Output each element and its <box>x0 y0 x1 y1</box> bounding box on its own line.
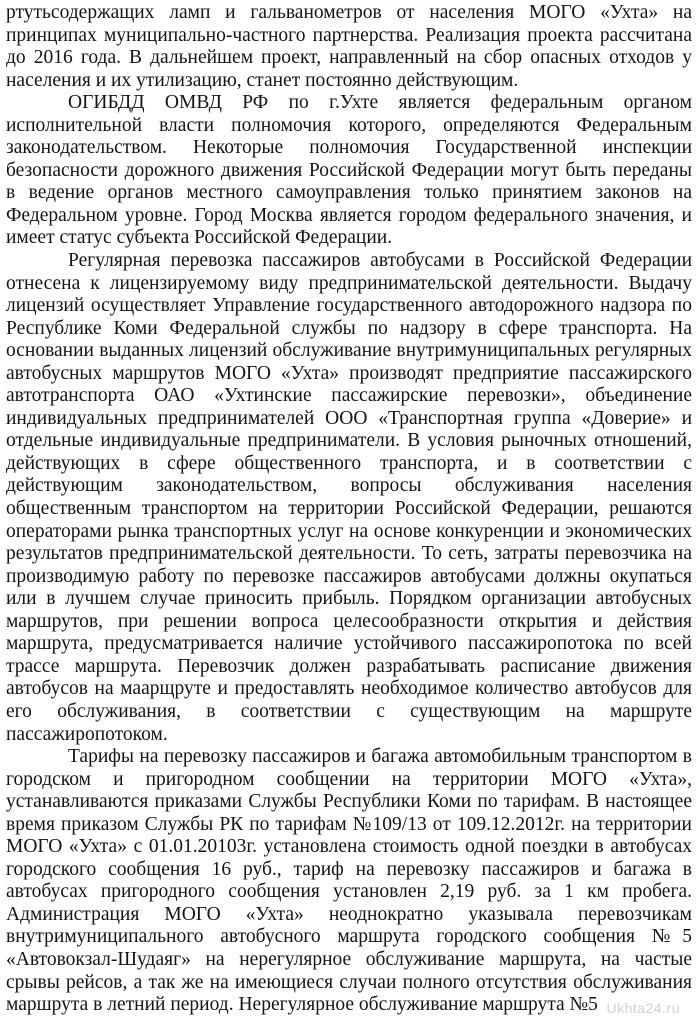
paragraph <box>6 250 692 746</box>
text-line: результатов предпринимательской деятельности. То сеть, затраты перевозчика на <box>6 543 692 565</box>
text-line: Администрация МОГО «Ухта» неоднократно указывала перевозчикам <box>6 903 692 925</box>
paragraph <box>6 2 692 92</box>
text-line: производимую работу по перевозке пассажиров автобусами должны окупаться <box>6 565 692 587</box>
text-line: действующих в сфере общественного транспорта, и в соответствии с <box>6 452 692 474</box>
text-line: автотранспорта ОАО «Ухтинские пассажирские перевозки», объединение <box>6 385 692 407</box>
text-line: маршрутов, при решении вопроса целесообразности открытия и действия <box>6 610 692 632</box>
text-line: основании выданных лицензий обслуживание внутримуниципальных регулярных <box>6 340 692 362</box>
text-line: трассе маршрута. Перевозчик должен разрабатывать расписание движения <box>6 655 692 677</box>
text-line: отнесена к лицензируемому виду предпринимательской деятельности. Выдачу <box>6 272 692 294</box>
text-line: общественным транспортом на территории Российской Федерации, решаются <box>6 498 692 520</box>
text-line: устанавливаются приказами Службы Республики Коми по тарифам. В настоящее <box>6 791 692 813</box>
watermark: Ukhta24.ru <box>606 1000 680 1016</box>
text-line: Тарифы на перевозку пассажиров и багажа автомобильным транспортом в <box>68 746 692 768</box>
text-line: ОГИБДД ОМВД РФ по г.Ухте является федеральным органом <box>68 92 692 114</box>
text-line: действующим законодательством, вопросы обслуживания населения <box>6 475 692 497</box>
text-line: маршрута в летний период. Нерегулярное обслуживание маршрута №5 <box>6 994 598 1016</box>
text-line: Регулярная перевозка пассажиров автобусами в Российской Федерации <box>68 250 692 272</box>
text-line: «Автовокзал-Шудаяг» на нерегулярное обслуживание маршрута, на частые <box>6 948 692 970</box>
text-line: автобусах пригородного сообщения установлен 2,19 руб. за 1 км пробега. <box>6 881 692 903</box>
text-line: МОГО «Ухта» с 01.01.20103г. установлена стоимость одной поездки в автобусах <box>6 836 692 858</box>
text-line: автобусов на маарщруте и предоставлять необходимое количество автобусов для <box>6 678 692 700</box>
text-line: принципах муниципально-частного партнерства. Реализация проекта рассчитана <box>6 24 692 46</box>
text-line: отдельные индивидуальные предприниматели. В условия рыночных отношений, <box>6 430 692 452</box>
text-line: срывы рейсов, а так же на имеющиеся случаи полного отсутствия обслуживания <box>6 971 692 993</box>
text-line: маршрута, предусматривается наличие устойчивого пассажиропотока по всей <box>6 633 692 655</box>
text-line: до 2016 года. В дальнейшем проект, направленный на сбор опасных отходов у <box>6 47 692 69</box>
paragraph <box>6 746 692 1017</box>
text-line: ртутьсодержащих ламп и гальванометров от населения МОГО «Ухта» на <box>6 2 692 23</box>
text-line: безопасности дорожного движения Российской Федерации могут быть переданы <box>6 159 692 181</box>
text-line: городского сообщения 16 руб., тариф на перевозку пассажиров и багажа в <box>6 858 692 880</box>
text-line: городском и пригородном сообщении на территории МОГО «Ухта», <box>6 768 692 790</box>
text-line: или в лучшем случае приносить прибыль. Порядком организации автобусных <box>6 588 692 610</box>
text-line: в ведение органов местного самоуправления только принятием законов на <box>6 182 692 204</box>
text-line: его обслуживания, в соответствии с существующим на маршруте <box>6 700 692 722</box>
text-line: пассажиропотоком. <box>6 723 168 745</box>
text-line: Республике Коми Федеральной службы по надзору в сфере транспорта. На <box>6 317 692 339</box>
paragraph <box>6 92 692 250</box>
text-line: Федеральном уровне. Город Москва является городом федерального значения, и <box>6 204 692 226</box>
document-page <box>6 2 692 1022</box>
text-line: законодательством. Некоторые полномочия Государственной инспекции <box>6 137 692 159</box>
text-line: индивидуальных предпринимателей ООО «Транспортная группа «Доверие» и <box>6 407 692 429</box>
text-line: внутримуниципального автобусного маршрута городского сообщения №5 <box>6 926 692 948</box>
text-line: исполнительной власти полномочия которого, определяются Федеральным <box>6 114 692 136</box>
text-line: имеет статус субъекта Российской Федерации. <box>6 227 393 249</box>
text-line: лицензий осуществляет Управление государственного автодорожного надзора по <box>6 295 692 317</box>
text-line: населения и их утилизацию, станет постоянно действующим. <box>6 69 519 91</box>
text-line: время приказом Службы РК по тарифам №109/13 от 109.12.2012г. на территории <box>6 813 692 835</box>
text-line: автобусных маршрутов МОГО «Ухта» производят предприятие пассажирского <box>6 362 692 384</box>
text-line: операторами рынка транспортных услуг на основе конкуренции и экономических <box>6 520 692 542</box>
